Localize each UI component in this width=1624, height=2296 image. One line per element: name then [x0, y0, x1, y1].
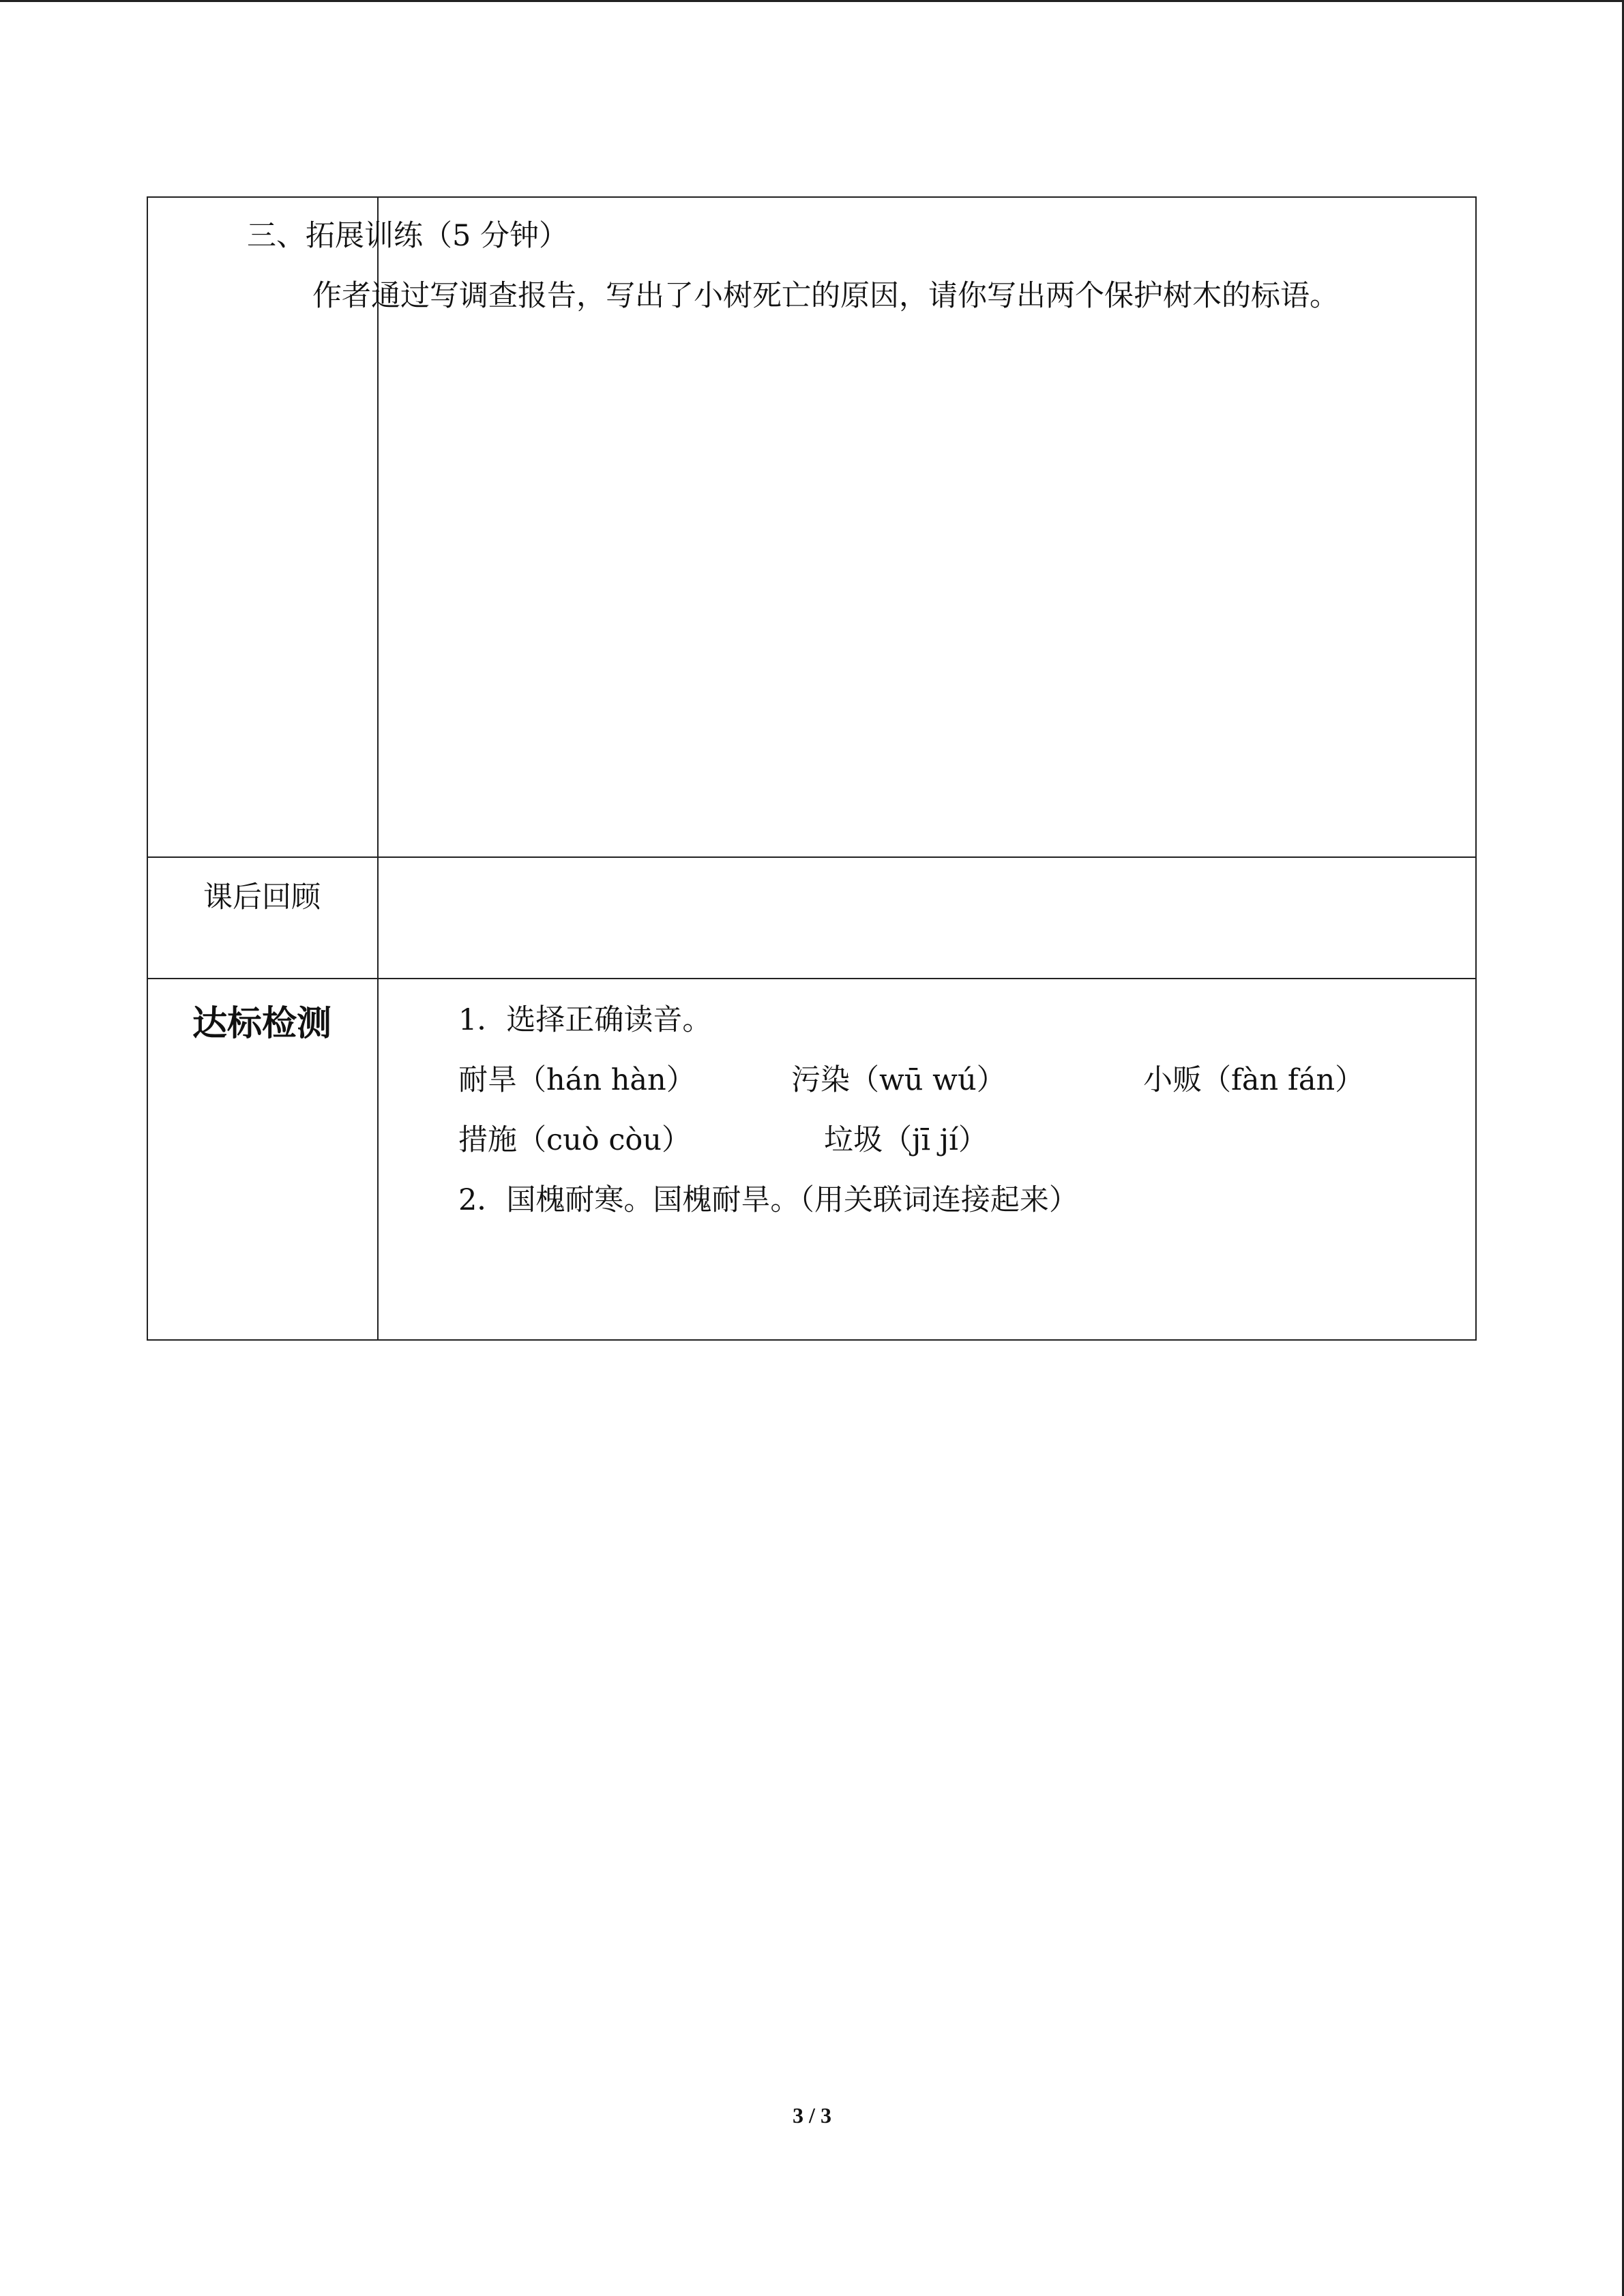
option-wuran: 污染（wū wú）: [791, 1063, 1006, 1097]
worksheet-table: [147, 196, 1477, 1341]
page-number: 3 / 3: [793, 2103, 831, 2128]
option-cuoshi: 措施（cuò còu）: [458, 1123, 691, 1157]
option-xiaofan: 小贩（fàn fán）: [1143, 1063, 1365, 1097]
option-laji: 垃圾（jī jí）: [824, 1123, 988, 1157]
review-content-cell: [378, 857, 1476, 979]
question-2: 2．国槐耐寒。国槐耐旱。（用关联词连接起来）: [458, 1183, 1078, 1217]
review-label: 课后回顾: [203, 880, 321, 914]
option-naihan: 耐旱（hán hàn）: [458, 1063, 696, 1097]
test-label: 达标检测: [192, 1004, 331, 1044]
question-1: 1．选择正确读音。: [458, 1003, 712, 1037]
section-heading: 三、拓展训练（5 分钟）: [247, 219, 569, 253]
section-paragraph: 作者通过写调查报告，写出了小树死亡的原因，请你写出两个保护树木的标语。: [312, 279, 1339, 313]
